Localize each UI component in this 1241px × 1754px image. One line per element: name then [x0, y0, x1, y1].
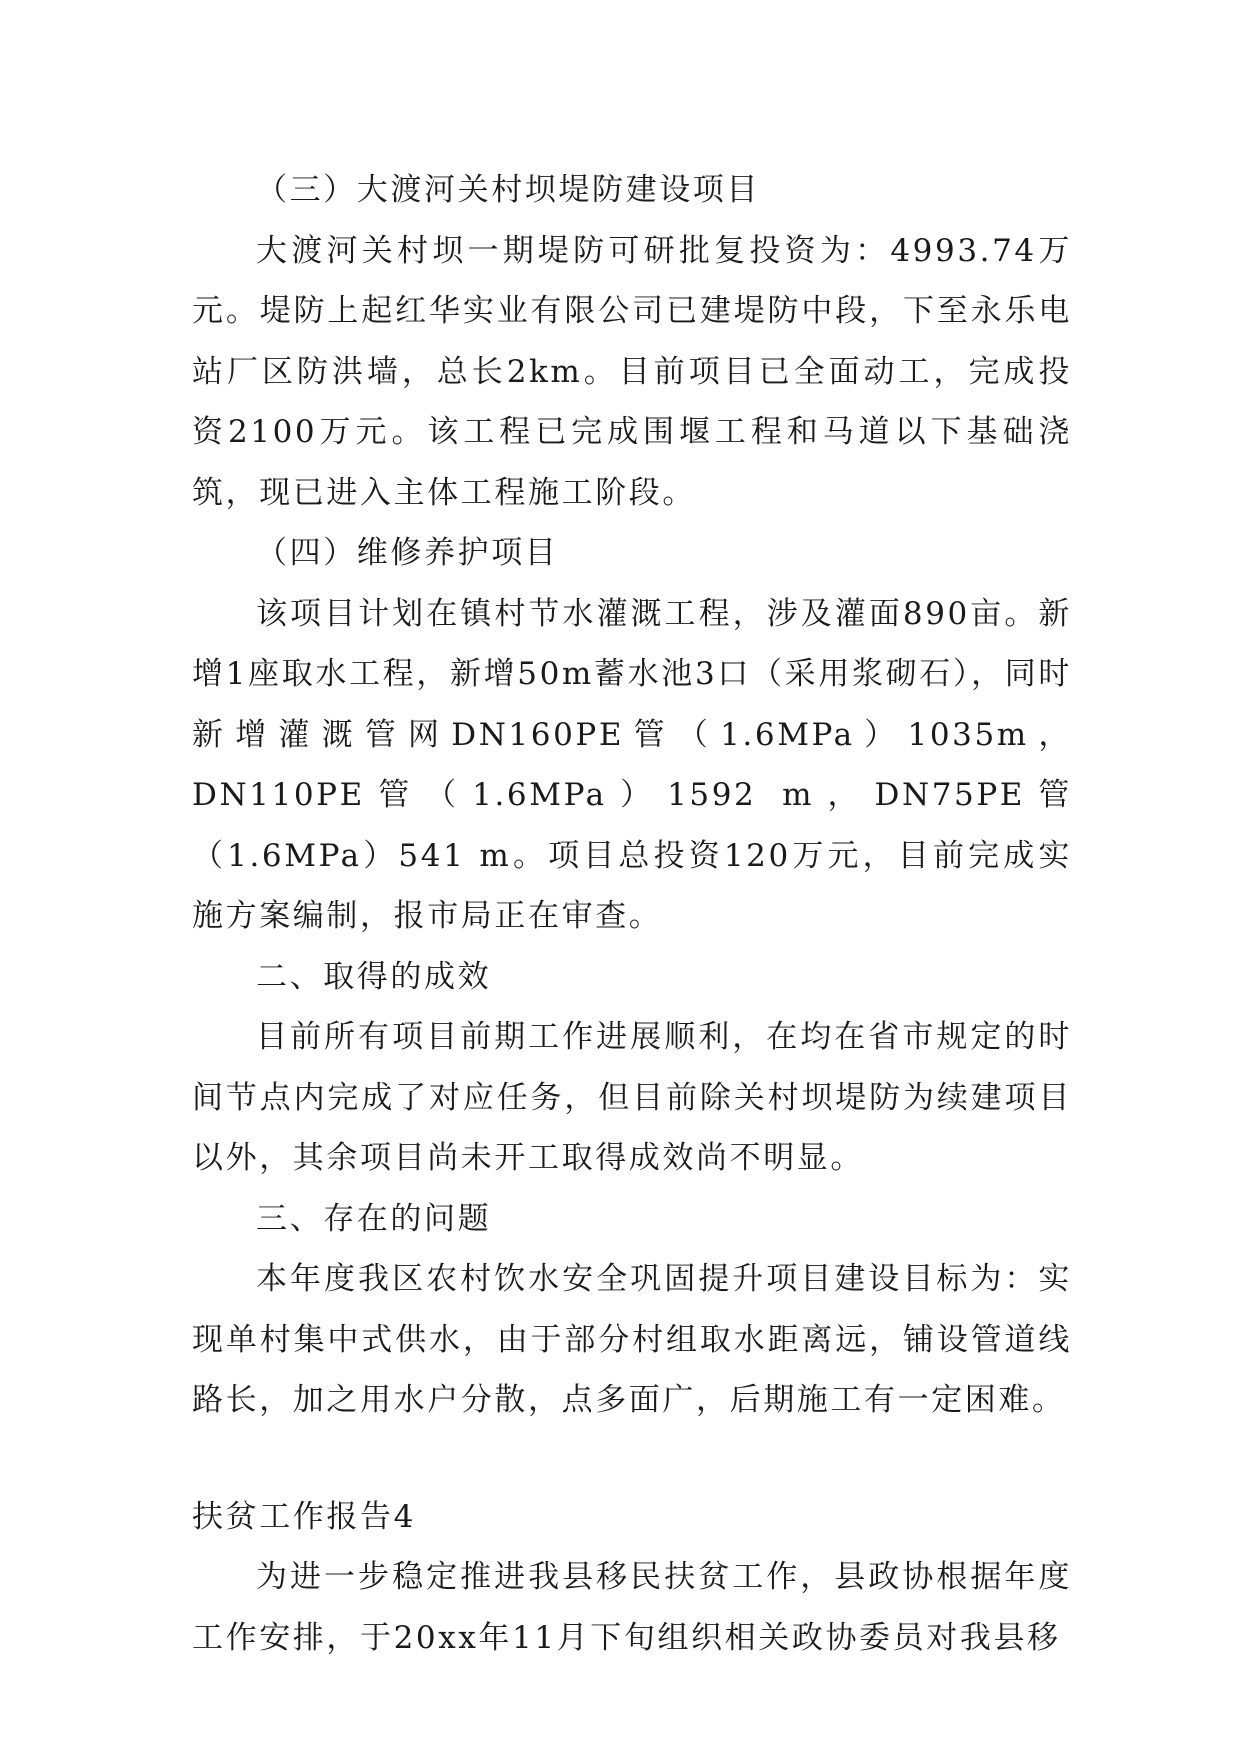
document-content — [192, 160, 1072, 1668]
section-heading-dam-project: （三）大渡河关村坝堤防建设项目 — [256, 172, 760, 208]
paragraph-results: 目前所有项目前期工作进展顺利，在均在省市规定的时间节点内完成了对应任务，但目前除关村坝堤防为续建项目以外，其余项目尚未开工取得成效尚不明显。 — [192, 1019, 1072, 1176]
section-heading-maintenance: （四）维修养护项目 — [256, 535, 559, 571]
section-heading-problems: 三、存在的问题 — [256, 1200, 492, 1237]
section-heading-results: 二、取得的成效 — [256, 958, 492, 995]
paragraph-dam-project: 大渡河关村坝一期堤防可研批复投资为：4993.74万元。堤防上起红华实业有限公司已建堤防中段，下至永乐电站厂区防洪墙，总长2km。目前项目已全面动工，完成投资2100万元。该工程已完成围堰工程和马道以下基础浇筑，现已进入主体工程施工阶段。 — [192, 232, 1072, 511]
report-title: 扶贫工作报告4 — [192, 1498, 416, 1535]
paragraph-report-intro: 为进一步稳定推进我县移民扶贫工作，县政协根据年度工作安排，于20xx年11月下旬组织相关政协委员对我县移 — [192, 1559, 1072, 1656]
paragraph-problems: 本年度我区农村饮水安全巩固提升项目建设目标为：实现单村集中式供水，由于部分村组取水距离远，铺设管道线路长，加之用水户分散，点多面广，后期施工有一定困难。 — [192, 1261, 1072, 1418]
paragraph-maintenance: 该项目计划在镇村节水灌溉工程，涉及灌面890亩。新增1座取水工程，新增50m蓄水池3口（采用浆砌石），同时新增灌溉管网DN160PE管（1.6MPa）1035m，DN110PE管（1.6MPa）1592 m，DN75PE管（1.6MPa）541 m。项目总投资120万元，目前完成实施方案编制，报市局正在审查。 — [192, 595, 1072, 934]
